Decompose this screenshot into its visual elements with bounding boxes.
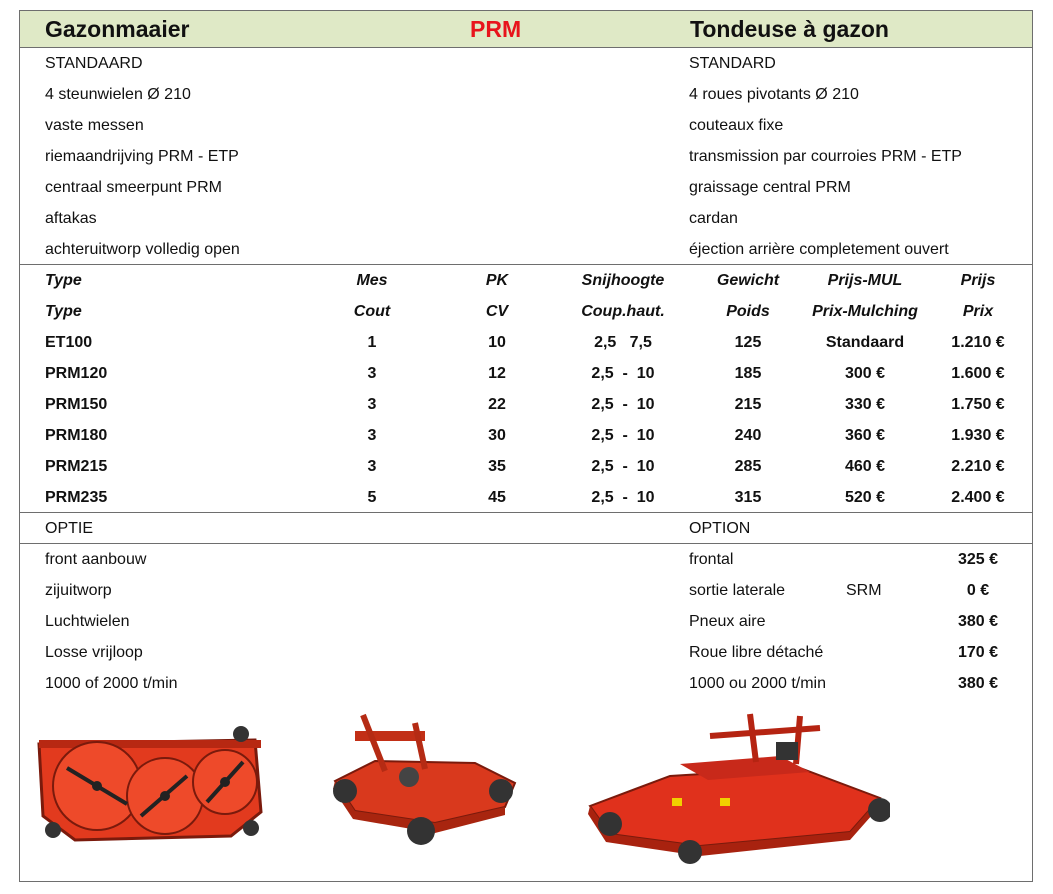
option-fr: 1000 ou 2000 t/min	[689, 675, 826, 692]
cell-snijhoogte: 2,5 - 10	[591, 458, 655, 475]
th-poids: Poids	[726, 303, 770, 320]
cell-pk: 22	[488, 396, 506, 413]
cell-mes: 1	[367, 334, 377, 351]
standard-fr-1: 4 roues pivotants Ø 210	[689, 86, 859, 103]
price-sheet	[19, 10, 1033, 882]
option-price: 380 €	[957, 675, 999, 692]
brand-label: PRM	[470, 16, 522, 42]
th-prix: Prix	[962, 303, 994, 320]
cell-mes: 3	[367, 365, 377, 382]
th-type-fr: Type	[45, 303, 82, 320]
option-price: 170 €	[957, 644, 999, 661]
cell-gewicht: 315	[734, 489, 762, 506]
standard-nl-5: aftakas	[45, 210, 97, 227]
cell-prijs: 1.930 €	[951, 427, 1005, 444]
cell-snijhoogte: 2,5 - 10	[591, 396, 655, 413]
standard-fr-0: STANDARD	[689, 55, 776, 72]
option-fr: sortie laterale	[689, 582, 786, 599]
cell-pk: 45	[488, 489, 506, 506]
cell-prijs: 1.600 €	[951, 365, 1005, 382]
th-type-nl: Type	[45, 272, 82, 289]
option-price: 0 €	[966, 582, 990, 599]
cell-type: PRM215	[45, 458, 108, 475]
th-pk: PK	[485, 272, 509, 289]
th-cout: Cout	[353, 303, 391, 320]
option-extra: SRM	[846, 582, 882, 599]
option-title-nl: OPTIE	[45, 520, 94, 537]
cell-prijs: 2.210 €	[951, 458, 1005, 475]
cell-prijs: 1.210 €	[951, 334, 1005, 351]
standard-nl-3: riemaandrijving PRM - ETP	[45, 148, 239, 165]
th-coup-haut: Coup.haut.	[581, 303, 665, 320]
cell-snijhoogte: 2,5 - 10	[591, 365, 655, 382]
standard-nl-1: 4 steunwielen Ø 210	[45, 86, 191, 103]
cell-type: PRM150	[45, 396, 108, 413]
th-snijhoogte: Snijhoogte	[581, 272, 665, 289]
cell-prijs-mul: Standaard	[825, 334, 905, 351]
th-mes: Mes	[356, 272, 388, 289]
cell-type: PRM235	[45, 489, 108, 506]
cell-mes: 3	[367, 396, 377, 413]
cell-gewicht: 285	[734, 458, 762, 475]
th-cv: CV	[485, 303, 509, 320]
cell-snijhoogte: 2,5 - 10	[591, 427, 655, 444]
cell-mes: 5	[367, 489, 377, 506]
cell-gewicht: 125	[734, 334, 762, 351]
divider-option-title	[20, 543, 1032, 544]
header-bar	[20, 11, 1032, 48]
cell-pk: 35	[488, 458, 506, 475]
option-nl: 1000 of 2000 t/min	[45, 675, 178, 692]
title-dutch: Gazonmaaier	[45, 16, 190, 42]
cell-pk: 12	[488, 365, 506, 382]
cell-prijs-mul: 460 €	[844, 458, 886, 475]
standard-fr-6: éjection arrière completement ouvert	[689, 241, 949, 258]
standard-nl-2: vaste messen	[45, 117, 144, 134]
cell-prijs-mul: 520 €	[844, 489, 886, 506]
cell-mes: 3	[367, 427, 377, 444]
standard-fr-2: couteaux fixe	[689, 117, 784, 134]
cell-prijs-mul: 300 €	[844, 365, 886, 382]
option-nl: Losse vrijloop	[45, 644, 143, 661]
title-french: Tondeuse à gazon	[690, 16, 889, 42]
standard-nl-0: STANDAARD	[45, 55, 143, 72]
mower-deck-top-view-icon	[35, 716, 265, 846]
option-fr: frontal	[689, 551, 734, 568]
option-nl: Luchtwielen	[45, 613, 130, 630]
mower-perspective-view-icon	[580, 706, 890, 866]
cell-gewicht: 185	[734, 365, 762, 382]
cell-gewicht: 240	[734, 427, 762, 444]
cell-snijhoogte: 2,5 7,5	[594, 334, 652, 351]
th-prix-mulching: Prix-Mulching	[812, 303, 918, 320]
cell-type: ET100	[45, 334, 93, 351]
option-price: 380 €	[957, 613, 999, 630]
th-prijs: Prijs	[960, 272, 996, 289]
cell-gewicht: 215	[734, 396, 762, 413]
cell-prijs-mul: 360 €	[844, 427, 886, 444]
cell-prijs: 1.750 €	[951, 396, 1005, 413]
th-gewicht: Gewicht	[716, 272, 780, 289]
standard-nl-4: centraal smeerpunt PRM	[45, 179, 222, 196]
option-title-fr: OPTION	[689, 520, 751, 537]
option-fr: Roue libre détaché	[689, 644, 824, 661]
cell-pk: 30	[488, 427, 506, 444]
standard-fr-3: transmission par courroies PRM - ETP	[689, 148, 962, 165]
mower-side-view-icon	[315, 711, 525, 851]
cell-type: PRM120	[45, 365, 108, 382]
option-nl: front aanbouw	[45, 551, 147, 568]
option-fr: Pneux aire	[689, 613, 766, 630]
option-nl: zijuitworp	[45, 582, 112, 599]
cell-mes: 3	[367, 458, 377, 475]
th-prijs-mul: Prijs-MUL	[827, 272, 903, 289]
cell-snijhoogte: 2,5 - 10	[591, 489, 655, 506]
cell-type: PRM180	[45, 427, 108, 444]
cell-pk: 10	[488, 334, 506, 351]
standard-fr-5: cardan	[689, 210, 738, 227]
cell-prijs: 2.400 €	[951, 489, 1005, 506]
option-price: 325 €	[957, 551, 999, 568]
divider-table	[20, 512, 1032, 513]
standard-fr-4: graissage central PRM	[689, 179, 851, 196]
standard-nl-6: achteruitworp volledig open	[45, 241, 240, 258]
cell-prijs-mul: 330 €	[844, 396, 886, 413]
